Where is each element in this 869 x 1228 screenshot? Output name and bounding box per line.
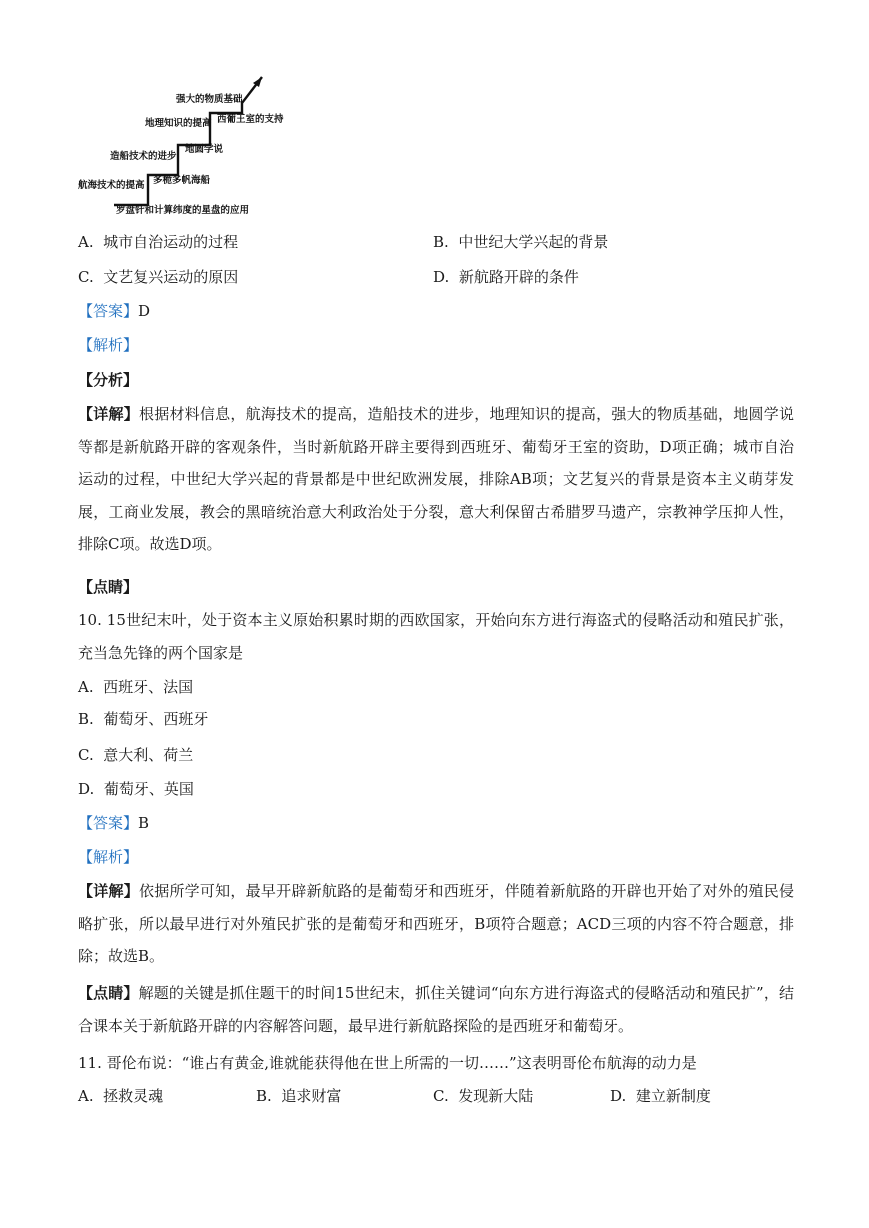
q9-option-c [78,266,238,288]
q9-fenxi-tag: 【分析】 [78,371,139,389]
q10-detail [78,875,794,973]
diagram-label-right-1: 西葡王室的支持 [217,114,284,125]
answer-value: B [138,814,150,832]
diagram-label-right-3: 多桅多帆海船 [153,175,211,186]
option-letter: A. [78,678,94,696]
answer-tag: 【答案】 [78,814,139,832]
q9-dianjing-tag: 【点睛】 [78,578,139,596]
option-letter: C. [433,1087,449,1105]
q11-option-a [78,1085,163,1107]
detail-text: 根据材料信息，航海技术的提高，造船技术的进步，地理知识的提高，强大的物质基础，地圆学说等都是新航路开辟的客观条件，当时新航路开辟主要得到西班牙、葡萄牙王室的资助，D项正确；城市自治运动的过程，中世纪大学兴起的背景都是中世纪欧洲发展，排除AB项；文艺复兴的背景是资本主义萌芽发展，工商业发展，教会的黑暗统治意大利政治处于分裂，意大利保留古希腊罗马遗产，宗教神学压抑人性，排除C项。故选D项。 [78,405,794,553]
q9-option-d [433,266,579,288]
q10-option-c [78,744,193,766]
detail-tag: 【详解】 [78,882,139,900]
q9-option-b [433,231,608,253]
q10-dianjing [78,977,794,1042]
option-text: 葡萄牙、英国 [103,780,194,798]
q11-option-d [610,1085,711,1107]
option-text: 追求财富 [281,1087,342,1105]
dianjing-tag: 【点睛】 [78,984,139,1002]
diagram-label-left-3: 造船技术的进步 [110,151,177,162]
diagram-label-left-4: 航海技术的提高 [78,180,145,191]
option-letter: A. [78,1087,94,1105]
option-text: 葡萄牙、西班牙 [103,710,209,728]
option-text: 城市自治运动的过程 [103,233,239,251]
q10-option-a [78,676,193,698]
option-letter: A. [78,233,94,251]
diagram-label-right-4: 罗盘针和计算纬度的星盘的应用 [116,205,250,216]
detail-text: 依据所学可知，最早开辟新航路的是葡萄牙和西班牙，伴随着新航路的开辟也开始了对外的殖民侵略扩张，所以最早进行对外殖民扩张的是葡萄牙和西班牙，B项符合题意；ACD三项的内容不符合题意，排除；故选B。 [78,882,794,965]
option-text: 发现新大陆 [458,1087,534,1105]
option-letter: D. [78,780,95,798]
option-text: 中世纪大学兴起的背景 [458,233,609,251]
option-letter: B. [78,710,94,728]
option-letter: B. [256,1087,272,1105]
option-text: 新航路开辟的条件 [458,268,579,286]
q11-option-b [256,1085,341,1107]
option-text: 意大利、荷兰 [103,746,194,764]
q9-answer [78,300,798,322]
option-letter: D. [433,268,450,286]
option-text: 西班牙、法国 [103,678,194,696]
option-letter: D. [610,1087,627,1105]
diagram-label-left-1: 强大的物质基础 [176,94,243,105]
q10-option-b [78,708,208,730]
q11-option-c [433,1085,533,1107]
q10-option-d [78,778,194,800]
detail-tag: 【详解】 [78,405,139,423]
q9-detail [78,398,794,561]
dianjing-text: 解题的关键是抓住题干的时间15世纪末，抓住关键词“向东方进行海盗式的侵略活动和殖民扩”，结合课本关于新航路开辟的内容解答问题，最早进行新航路探险的是西班牙和葡萄牙。 [78,984,794,1035]
q11-stem: 11. 哥伦布说：“谁占有黄金,谁就能获得他在世上所需的一切……”这表明哥伦布航海的动力是 [78,1054,697,1072]
q10-answer [78,812,798,834]
answer-tag: 【答案】 [78,302,139,320]
diagram-label-left-2: 地理知识的提高 [145,118,212,129]
option-text: 文艺复兴运动的原因 [103,268,239,286]
option-text: 拯救灵魂 [103,1087,164,1105]
q9-option-a [78,231,238,253]
option-letter: B. [433,233,449,251]
q9-analysis-tag: 【解析】 [78,336,139,354]
option-letter: C. [78,268,94,286]
q10-analysis-tag: 【解析】 [78,848,139,866]
option-text: 建立新制度 [635,1087,711,1105]
q10-stem: 10. 15世纪末叶，处于资本主义原始积累时期的西欧国家，开始向东方进行海盗式的侵略活动和殖民扩张，充当急先锋的两个国家是 [78,611,794,662]
answer-value: D [138,302,151,320]
option-letter: C. [78,746,94,764]
diagram-label-right-2: 地圆学说 [185,144,224,155]
